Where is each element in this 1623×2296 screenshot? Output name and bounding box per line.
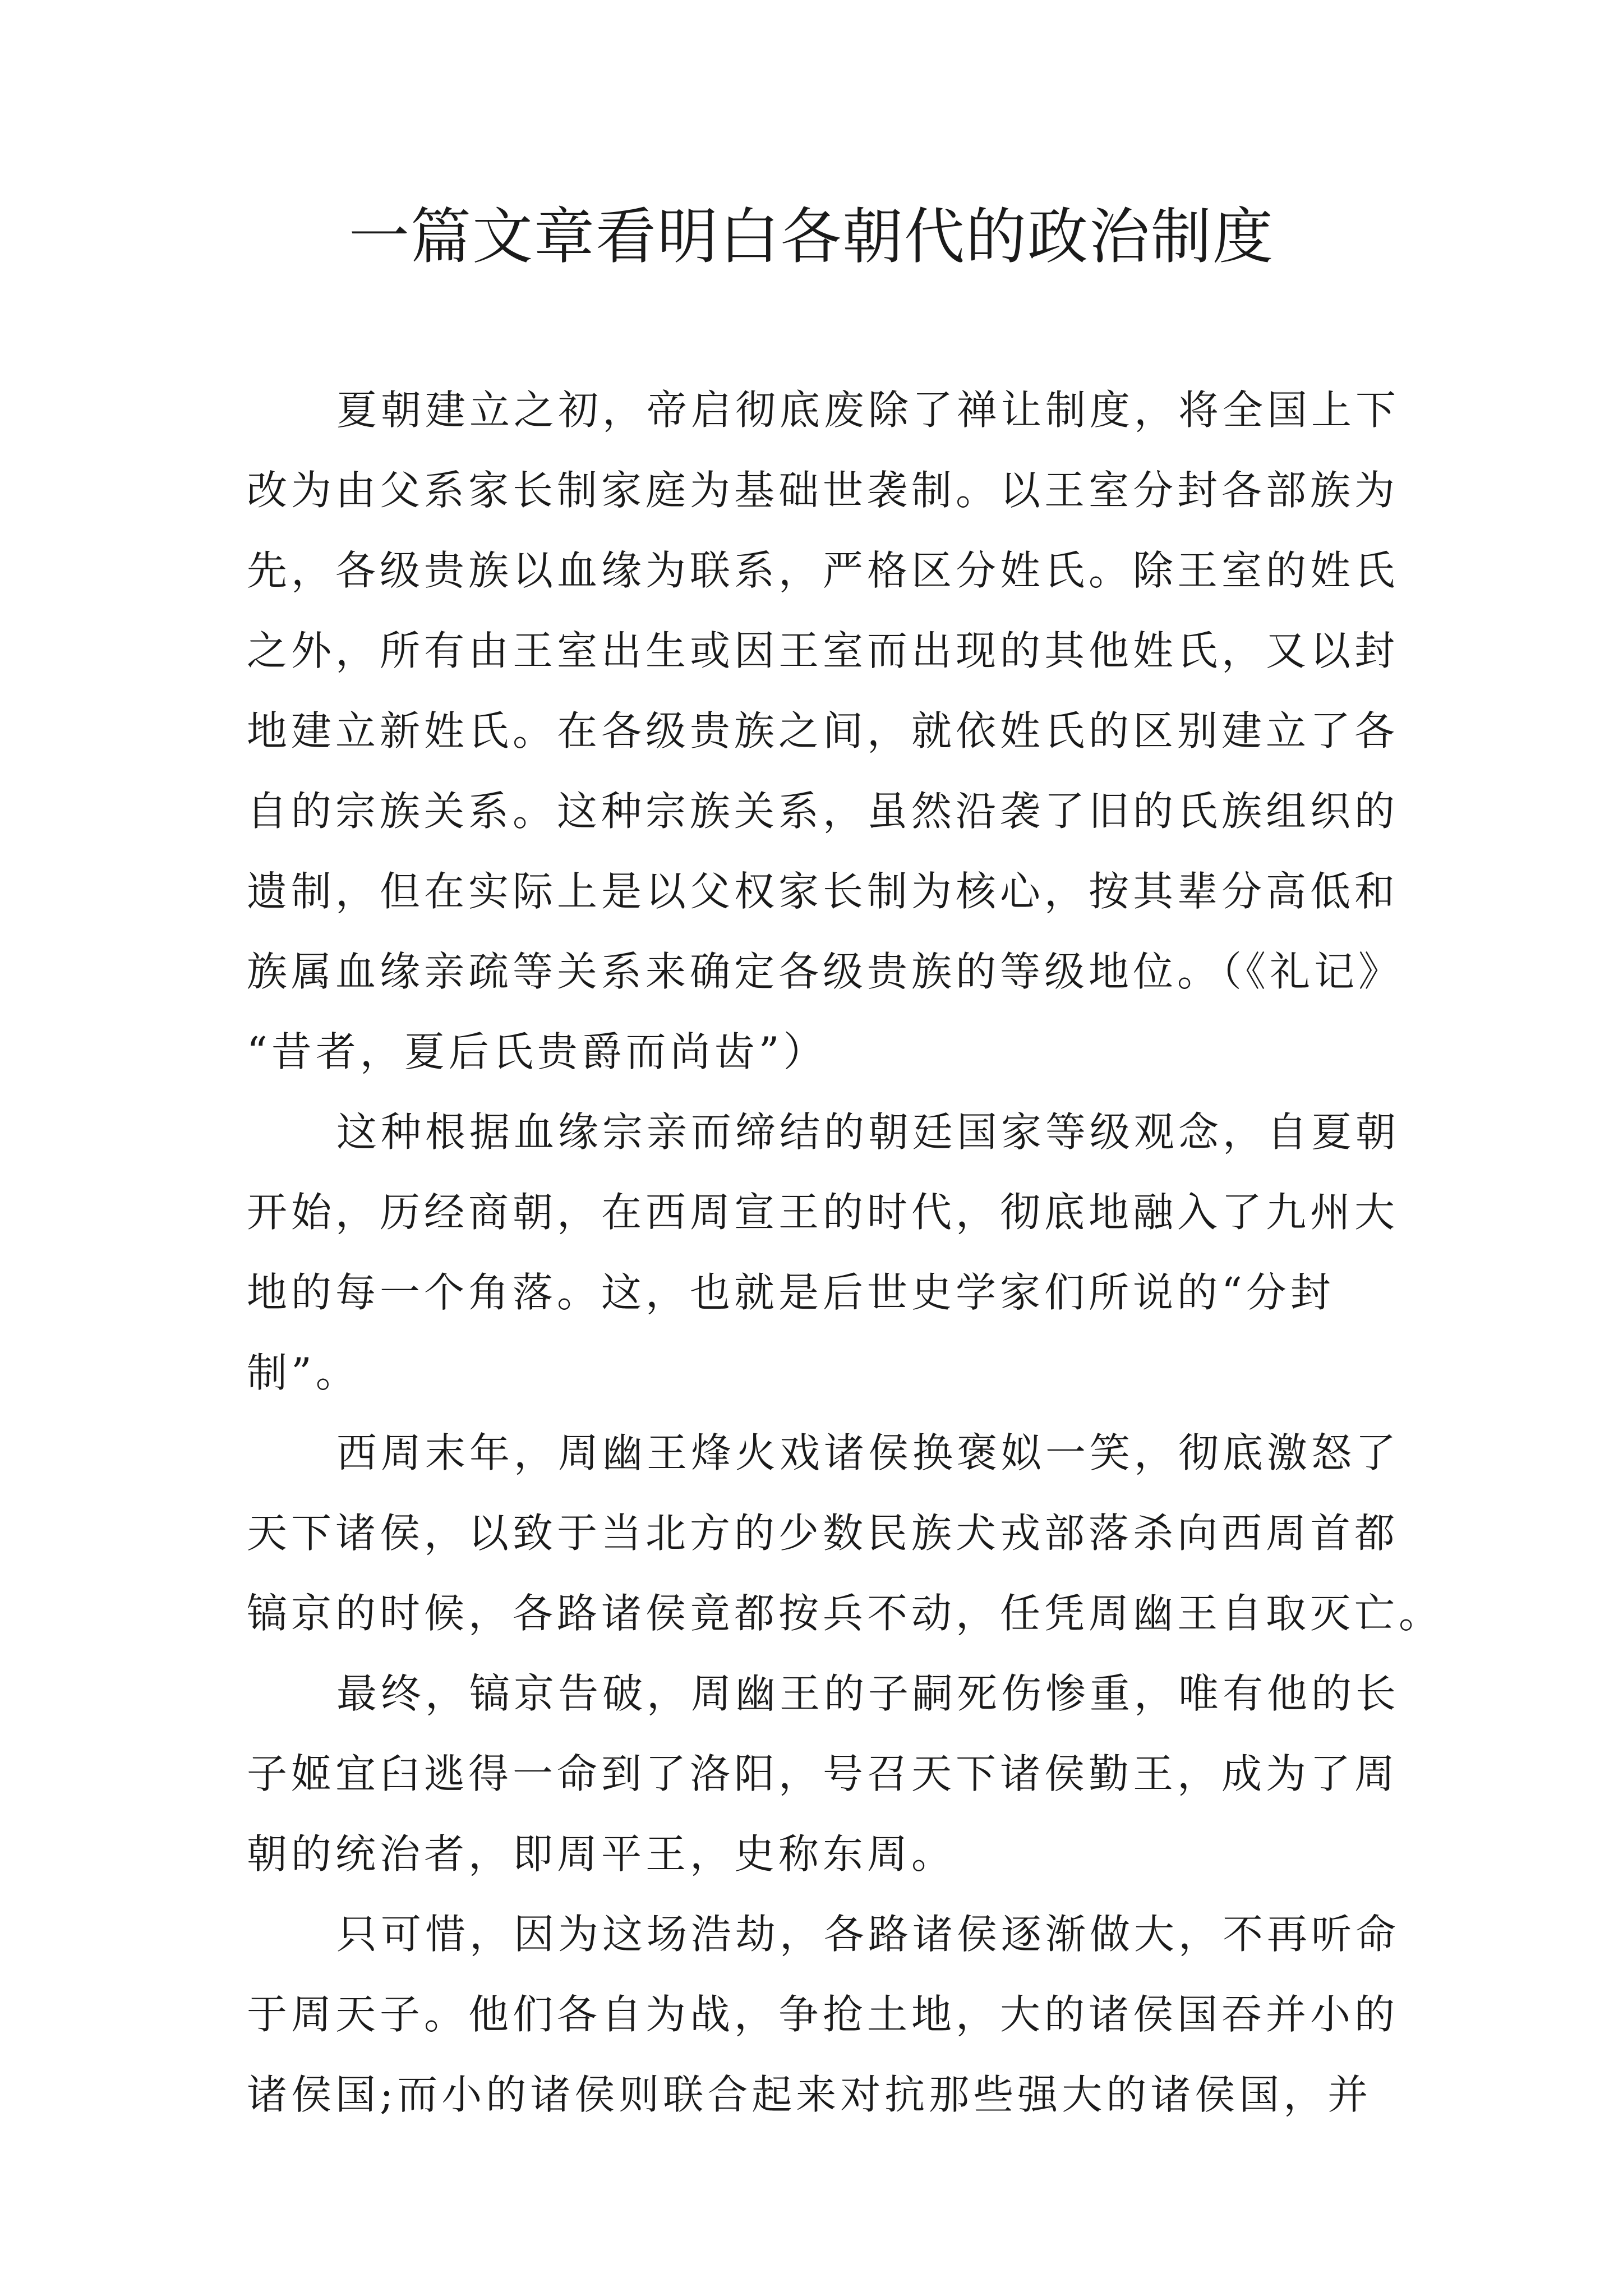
paragraph-line: 诸侯国;而小的诸侯则联合起来对抗那些强大的诸侯国，并 xyxy=(247,2071,1372,2118)
paragraph-line: 地的每一个角落。这，也就是后世史学家们所说的“分封 xyxy=(247,1269,1335,1316)
document-body xyxy=(247,370,1444,2135)
paragraph-line: 开始，历经商朝，在西周宣王的时代，彻底地融入了九州大 xyxy=(247,1189,1399,1236)
paragraph-line: “昔者，夏后氏贵爵而尚齿”） xyxy=(247,1028,828,1075)
paragraph-line: 子姬宜臼逃得一命到了洛阳，号召天下诸侯勤王，成为了周 xyxy=(247,1750,1399,1797)
paragraph-line: 最终，镐京告破，周幽王的子嗣死伤惨重，唯有他的长 xyxy=(336,1670,1400,1717)
document-title: 一篇文章看明白各朝代的政治制度 xyxy=(348,202,1274,272)
paragraph-line: 夏朝建立之初，帝启彻底废除了禅让制度，将全国上下 xyxy=(336,386,1400,434)
paragraph-line: 族属血缘亲疏等关系来确定各级贵族的等级地位。（《礼记》 xyxy=(247,948,1403,995)
paragraph-line: 镐京的时候，各路诸侯竟都按兵不动，任凭周幽王自取灭亡。 xyxy=(247,1590,1444,1637)
paragraph-line: 制”。 xyxy=(247,1349,360,1396)
paragraph-line: 遗制，但在实际上是以父权家长制为核心，按其辈分高低和 xyxy=(247,868,1399,915)
paragraph-line: 于周天子。他们各自为战，争抢土地，大的诸侯国吞并小的 xyxy=(247,1991,1399,2038)
paragraph-line: 自的宗族关系。这种宗族关系，虽然沿袭了旧的氏族组织的 xyxy=(247,788,1399,835)
paragraph-1 xyxy=(247,370,1403,1092)
paragraph-line: 之外，所有由王室出生或因王室而出现的其他姓氏，又以封 xyxy=(247,627,1399,674)
paragraph-line: 这种根据血缘宗亲而缔结的朝廷国家等级观念，自夏朝 xyxy=(336,1108,1400,1156)
paragraph-line: 天下诸侯，以致于当北方的少数民族犬戎部落杀向西周首都 xyxy=(247,1510,1399,1557)
paragraph-line: 只可惜，因为这场浩劫，各路诸侯逐渐做大，不再听命 xyxy=(336,1911,1400,1958)
paragraph-line: 先，各级贵族以血缘为联系，严格区分姓氏。除王室的姓氏 xyxy=(247,547,1399,594)
paragraph-line: 朝的统治者，即周平王，史称东周。 xyxy=(247,1830,956,1878)
paragraph-4 xyxy=(247,1654,1400,1894)
paragraph-2 xyxy=(247,1092,1400,1413)
paragraph-line: 地建立新姓氏。在各级贵族之间，就依姓氏的区别建立了各 xyxy=(247,707,1399,754)
paragraph-5 xyxy=(247,1894,1400,2135)
paragraph-line: 西周末年，周幽王烽火戏诸侯换褒姒一笑，彻底激怒了 xyxy=(336,1429,1400,1476)
paragraph-line: 改为由父系家长制家庭为基础世袭制。以王室分封各部族为 xyxy=(247,467,1399,514)
paragraph-3 xyxy=(247,1413,1444,1654)
